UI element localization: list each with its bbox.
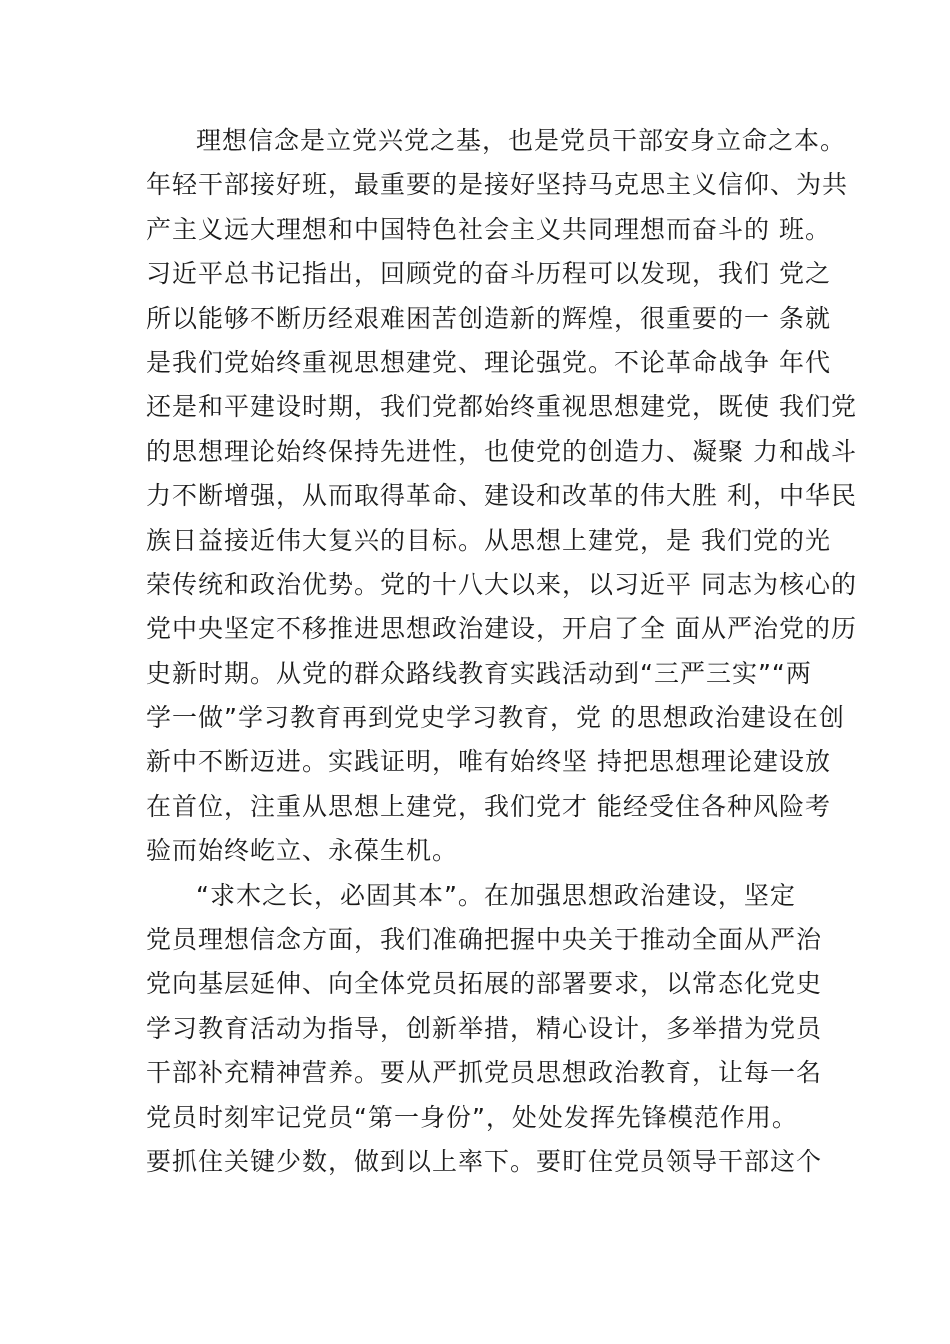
paragraph-1-line-10: 族日益接近伟大复兴的目标。从思想上建党，是 我们党的光 <box>146 525 831 555</box>
paragraph-1-line-8: 的思想理论始终保持先进性，也使党的创造力、凝聚 力和战斗 <box>146 436 857 466</box>
paragraph-2-line-7: 要抓住关键少数，做到以上率下。要盯住党员领导干部这个 <box>146 1146 823 1176</box>
paragraph-2-line-1: “求木之长，必固其本”。在加强思想政治建设，坚定 <box>196 880 796 910</box>
document-body <box>146 119 857 1184</box>
paragraph-1-line-4: 习近平总书记指出，回顾党的奋斗历程可以发现，我们 党之 <box>146 259 831 289</box>
paragraph-1-line-9: 力不断增强，从而取得革命、建设和改革的伟大胜 利，中华民 <box>146 481 857 511</box>
paragraph-1-line-5: 所以能够不断历经艰难困苦创造新的辉煌，很重要的一 条就 <box>146 303 831 333</box>
paragraph-1-line-11: 荣传统和政治优势。党的十八大以来，以习近平 同志为核心的 <box>146 569 857 599</box>
paragraph-1-line-12: 党中央坚定不移推进思想政治建设，开启了全 面从严治党的历 <box>146 614 857 644</box>
paragraph-1-line-17: 验而始终屹立、永葆生机。 <box>146 836 459 866</box>
paragraph-1-line-13: 史新时期。从党的群众路线教育实践活动到“三严三实”“两 <box>146 658 812 688</box>
paragraph-2-line-5: 干部补充精神营养。要从严抓党员思想政治教育，让每一名 <box>146 1058 823 1088</box>
paragraph-1-line-1: 理想信念是立党兴党之基，也是党员干部安身立命之本。 <box>196 126 847 155</box>
paragraph-1-line-3: 产主义远大理想和中国特色社会主义共同理想而奋斗的 班。 <box>146 214 831 244</box>
paragraph-1-line-16: 在首位，注重从思想上建党，我们党才 能经受住各种风险考 <box>146 791 831 821</box>
paragraph-1-line-15: 新中不断迈进。实践证明，唯有始终坚 持把思想理论建设放 <box>146 747 831 777</box>
paragraph-2-line-4: 学习教育活动为指导，创新举措，精心设计，多举措为党员 <box>146 1013 823 1043</box>
paragraph-2-line-3: 党向基层延伸、向全体党员拓展的部署要求，以常态化党史 <box>146 969 823 999</box>
paragraph-2-line-2: 党员理想信念方面，我们准确把握中央关于推动全面从严治 <box>146 925 823 955</box>
paragraph-1-line-7: 还是和平建设时期，我们党都始终重视思想建党，既使 我们党 <box>146 392 857 422</box>
paragraph-2-line-6: 党员时刻牢记党员“第一身份”，处处发挥先锋模范作用。 <box>146 1102 798 1132</box>
paragraph-1-line-2: 年轻干部接好班，最重要的是接好坚持马克思主义信仰、为共 <box>146 170 849 200</box>
paragraph-1-line-14: 学一做”学习教育再到党史学习教育，党 的思想政治建设在创 <box>146 703 845 733</box>
paragraph-1-line-6: 是我们党始终重视思想建党、理论强党。不论革命战争 年代 <box>146 347 831 377</box>
